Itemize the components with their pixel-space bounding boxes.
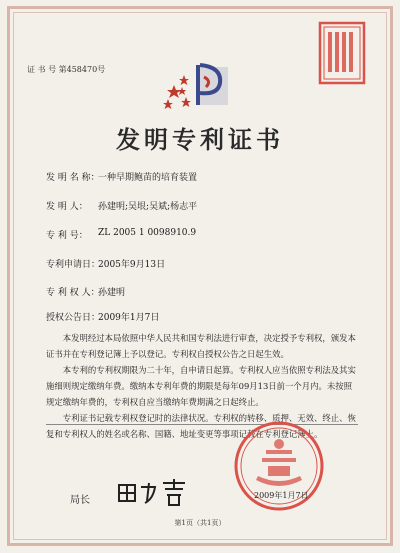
- stamp-date: 2009年1月7日: [254, 491, 309, 500]
- page-title: 发明专利证书: [116, 125, 284, 154]
- field-value: ZL 2005 1 0098910.9: [98, 228, 197, 238]
- field-patent-number: [0, 228, 400, 242]
- field-value: 孙建明;吴垠;吴斌;杨志平: [98, 202, 198, 212]
- field-grant-date: [0, 310, 400, 324]
- page-number: 第1页（共1页）: [174, 519, 226, 527]
- field-label: 专 利 权 人：: [46, 288, 100, 298]
- sipo-logo-icon: [160, 55, 232, 117]
- body-paragraph: 本专利的专利权期限为二十年，自申请日起算。专利权人应当依照专利法及其实施细则规定缴纳年费。缴纳本专利年费的期限是每年09月13日前一个月内。未按照规定缴纳年费的，专利权自应当缴纳年费期满之日起终止。: [46, 365, 356, 407]
- field-application-date: [0, 257, 400, 271]
- director-label: 局长: [70, 495, 90, 506]
- field-patentee: [0, 285, 400, 299]
- field-value: 2009年1月7日: [98, 313, 160, 323]
- field-label: 授权公告日：: [46, 313, 101, 323]
- field-value: 孙建明: [98, 288, 126, 298]
- authorization-seal-icon: [317, 20, 367, 86]
- field-value: 2005年9月13日: [98, 260, 166, 270]
- field-label: 专 利 号：: [46, 231, 88, 241]
- body-paragraph: 本发明经过本局依照中华人民共和国专利法进行审查，决定授予专利权，颁发本证书并在专利登记簿上予以登记。专利权自授权公告之日起生效。: [46, 333, 356, 359]
- field-label: 专利申请日：: [46, 260, 101, 270]
- certificate-number: 证 书 号 第458470号: [27, 65, 106, 74]
- field-inventors: [0, 199, 400, 213]
- field-value: 一种早期鲍苗的培育装置: [98, 173, 198, 183]
- body-paragraph: 专利证书记载专利权登记时的法律状况。专利权的转移、质押、无效、终止、恢复和专利权人的姓名或名称、国籍、地址变更等事项记载在专利登记簿上。: [46, 413, 356, 439]
- field-invention-name: [0, 170, 400, 184]
- field-label: 发 明 人：: [46, 202, 88, 212]
- director-signature-icon: [115, 477, 195, 507]
- field-label: 发 明 名 称：: [46, 173, 100, 183]
